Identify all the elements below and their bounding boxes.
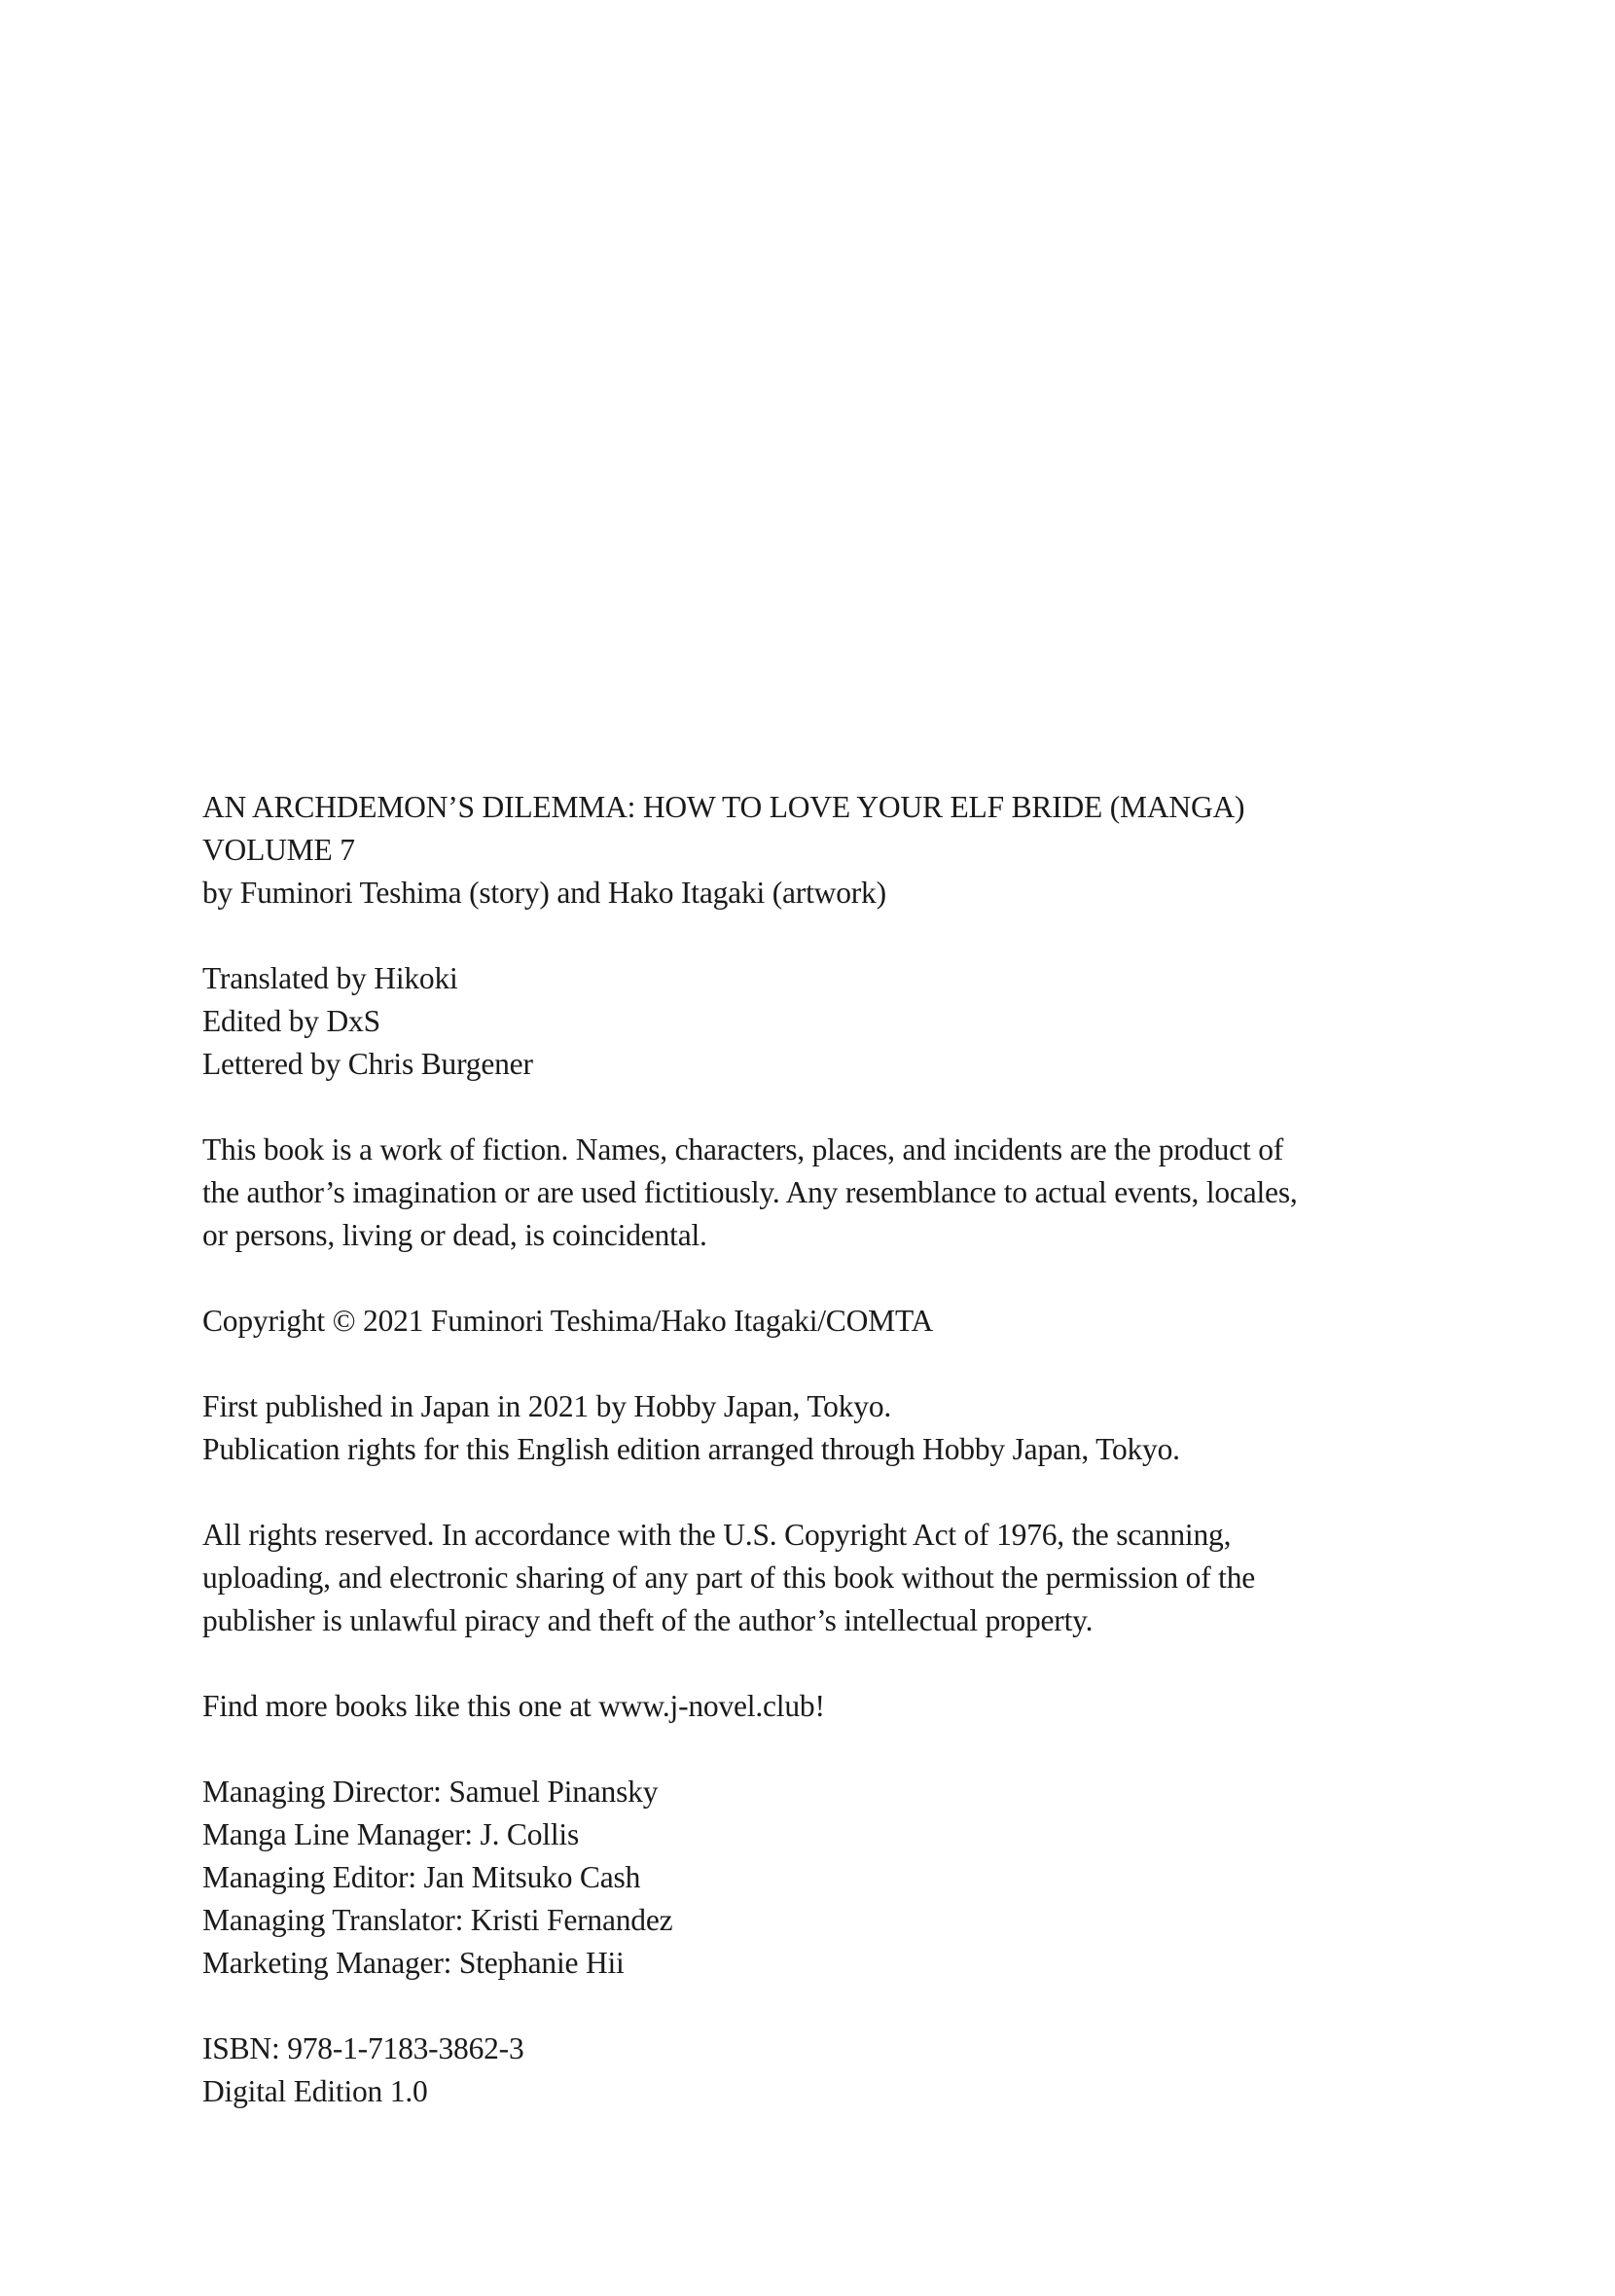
staff-manga-line-manager: Manga Line Manager: J. Collis xyxy=(202,1817,579,1851)
first-published-line: First published in Japan in 2021 by Hobby Japan, Tokyo. xyxy=(202,1389,892,1423)
copyright-text-block xyxy=(202,786,1298,2156)
authors: by Fuminori Teshima (story) and Hako Itagaki (artwork) xyxy=(202,876,886,910)
publication-rights-line: Publication rights for this English edition arranged through Hobby Japan, Tokyo. xyxy=(202,1432,1180,1466)
disclaimer-line: This book is a work of fiction. Names, characters, places, and incidents are the product of xyxy=(202,1132,1284,1166)
editor-credit: Edited by DxS xyxy=(202,1004,380,1038)
staff-list xyxy=(202,1771,1298,1985)
rights-reserved xyxy=(202,1514,1298,1642)
copyright-notice xyxy=(202,1300,1298,1343)
rights-line: uploading, and electronic sharing of any part of this book without the permission of the xyxy=(202,1561,1256,1595)
translator-credit: Translated by Hikoki xyxy=(202,961,458,995)
staff-managing-translator: Managing Translator: Kristi Fernandez xyxy=(202,1903,673,1937)
disclaimer-line: the author’s imagination or are used fictitiously. Any resemblance to actual events, locales, xyxy=(202,1175,1298,1209)
copyright-line: Copyright © 2021 Fuminori Teshima/Hako Itagaki/COMTA xyxy=(202,1304,934,1338)
isbn: ISBN: 978-1-7183-3862-3 xyxy=(202,2031,524,2065)
publication-info xyxy=(202,1385,1298,1471)
rights-line: All rights reserved. In accordance with the U.S. Copyright Act of 1976, the scanning, xyxy=(202,1518,1232,1552)
disclaimer-line: or persons, living or dead, is coincidental. xyxy=(202,1218,707,1252)
fiction-disclaimer xyxy=(202,1129,1298,1257)
credits-section xyxy=(202,957,1298,1086)
rights-line: publisher is unlawful piracy and theft of the author’s intellectual property. xyxy=(202,1603,1094,1637)
website-line: Find more books like this one at www.j-novel.club! xyxy=(202,1689,825,1723)
edition-version: Digital Edition 1.0 xyxy=(202,2074,428,2108)
staff-managing-editor: Managing Editor: Jan Mitsuko Cash xyxy=(202,1860,641,1894)
website-promo xyxy=(202,1685,1298,1728)
letterer-credit: Lettered by Chris Burgener xyxy=(202,1047,533,1081)
volume-number: VOLUME 7 xyxy=(202,833,355,867)
edition-info xyxy=(202,2027,1298,2113)
title-section xyxy=(202,786,1298,915)
staff-managing-director: Managing Director: Samuel Pinansky xyxy=(202,1775,659,1809)
book-title: AN ARCHDEMON’S DILEMMA: HOW TO LOVE YOUR ELF BRIDE (MANGA) xyxy=(202,790,1245,824)
staff-marketing-manager: Marketing Manager: Stephanie Hii xyxy=(202,1946,625,1980)
